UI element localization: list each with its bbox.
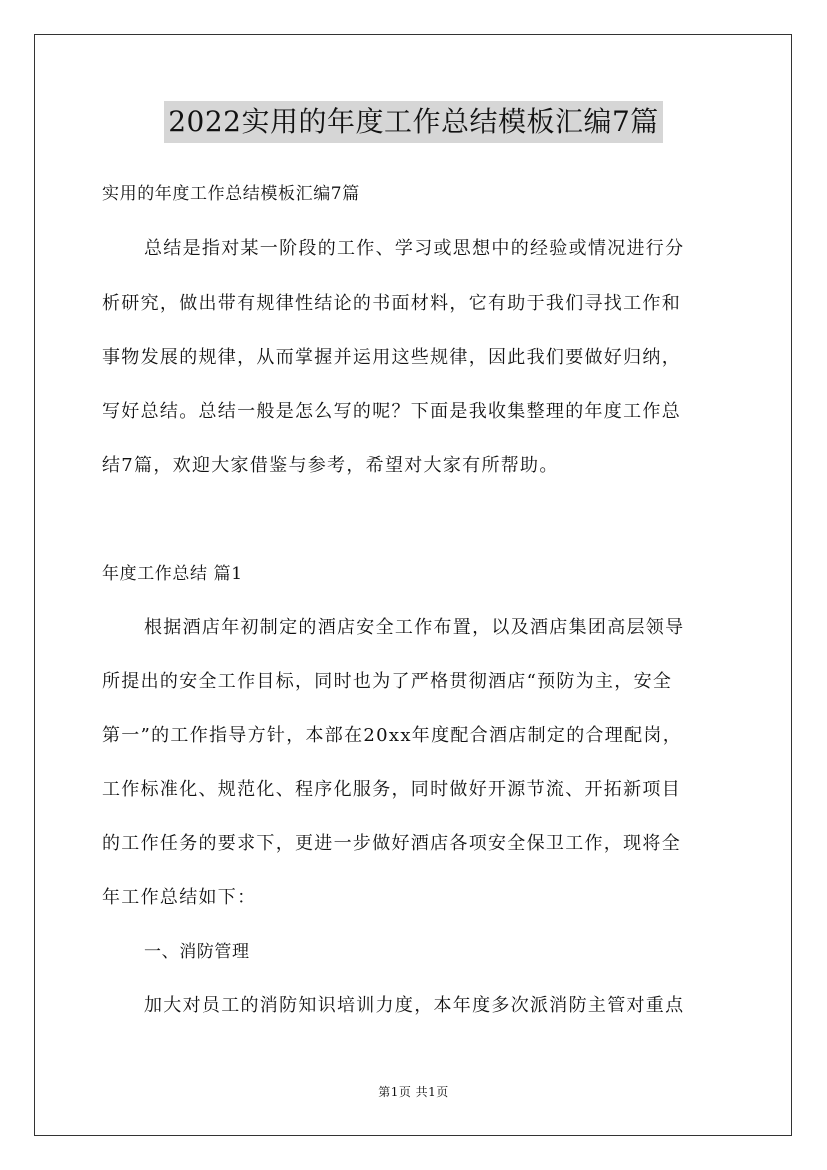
section1-line-5: 的工作任务的要求下，更进一步做好酒店各项安全保卫工作，现将全 bbox=[102, 833, 681, 854]
title-wrapper bbox=[0, 101, 827, 143]
intro-line-1: 总结是指对某一阶段的工作、学习或思想中的经验或情况进行分 bbox=[144, 238, 685, 259]
intro-line-4: 写好总结。总结一般是怎么写的呢？下面是我收集整理的年度工作总 bbox=[102, 401, 681, 422]
document-title: 2022实用的年度工作总结模板汇编7篇 bbox=[164, 101, 663, 143]
section1-line-4: 工作标准化、规范化、程序化服务，同时做好开源节流、开拓新项目 bbox=[102, 779, 681, 800]
section1-line-3: 第一”的工作指导方针，本部在20xx年度配合酒店制定的合理配岗， bbox=[102, 725, 683, 746]
section-heading-1: 年度工作总结 篇1 bbox=[102, 564, 243, 584]
intro-line-3: 事物发展的规律，从而掌握并运用这些规律，因此我们要做好归纳， bbox=[102, 347, 681, 368]
paragraph-fire-training: 加大对员工的消防知识培训力度，本年度多次派消防主管对重点 bbox=[144, 995, 685, 1016]
document-subtitle: 实用的年度工作总结模板汇编7篇 bbox=[102, 184, 360, 204]
subheading-fire-management: 一、消防管理 bbox=[144, 942, 250, 962]
section1-line-1: 根据酒店年初制定的酒店安全工作布置，以及酒店集团高层领导 bbox=[144, 617, 685, 638]
intro-line-2: 析研究，做出带有规律性结论的书面材料，它有助于我们寻找工作和 bbox=[102, 293, 681, 314]
section1-line-2: 所提出的安全工作目标，同时也为了严格贯彻酒店“预防为主，安全 bbox=[102, 671, 673, 692]
section1-line-6: 年工作总结如下： bbox=[102, 887, 257, 908]
intro-line-5: 结7篇，欢迎大家借鉴与参考，希望对大家有所帮助。 bbox=[102, 455, 559, 476]
page-footer: 第1页 共1页 bbox=[378, 1085, 449, 1099]
